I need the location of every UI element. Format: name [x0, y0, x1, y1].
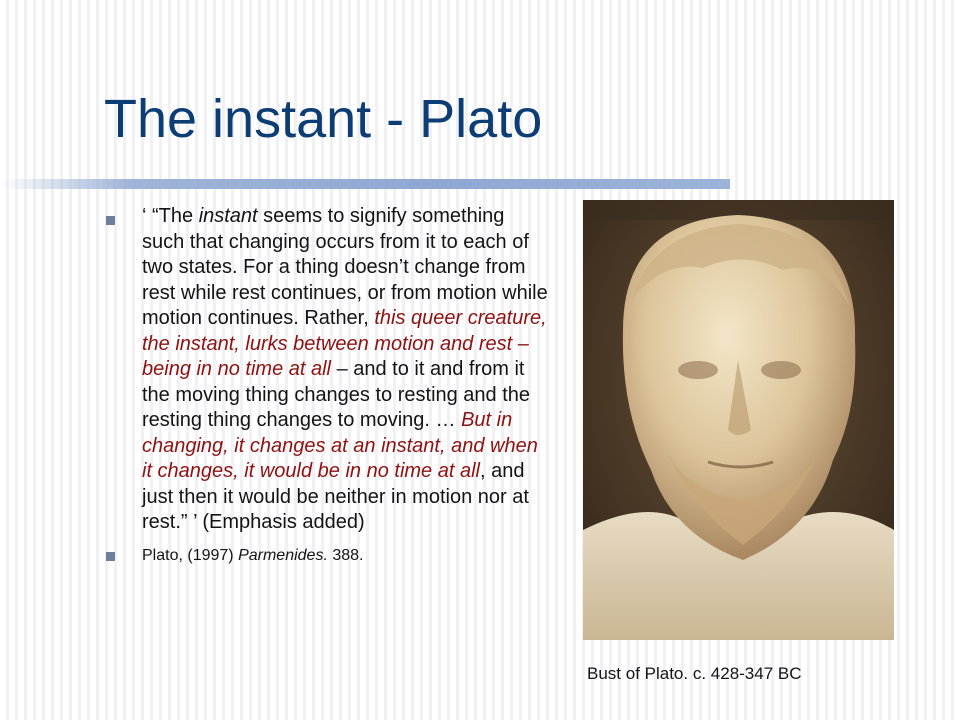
quote-italic: instant — [198, 205, 258, 227]
square-bullet-icon — [106, 552, 115, 561]
citation-bullet — [104, 546, 562, 566]
quote-part: seems to signify something such that changing occurs from it to each of two states. For a thing doesn’t change from rest while rest continues, or from motion while motion continues. Rather, — [142, 205, 548, 329]
citation-part: Plato, (1997) — [142, 546, 239, 564]
quote-part: – and to it and from it the moving thing changes to resting and the resting thing changes to moving. … — [142, 358, 531, 431]
quote-part: , and just then it would be neither in motion nor at rest.” ’ (Emphasis added) — [142, 460, 529, 533]
bullet-list — [104, 204, 562, 566]
quote-part: ‘ “The — [142, 205, 199, 227]
quote-emphasis: this queer creature, the instant, lurks between motion and rest – being in no time at all — [142, 307, 547, 380]
citation-title: Parmenides. — [238, 546, 328, 564]
square-bullet-icon — [106, 216, 115, 225]
plato-bust-image — [583, 200, 894, 640]
citation-text — [142, 547, 363, 564]
image-caption: Bust of Plato. c. 428-347 BC — [587, 664, 802, 683]
title-underline — [0, 179, 730, 189]
citation-part: 388. — [327, 546, 364, 564]
quote-text — [142, 205, 548, 533]
quote-bullet — [104, 204, 552, 536]
quote-emphasis: But in changing, it changes at an instant, and when it changes, it would be in no time at all — [142, 409, 538, 482]
slide-title: The instant - Plato — [104, 89, 543, 149]
